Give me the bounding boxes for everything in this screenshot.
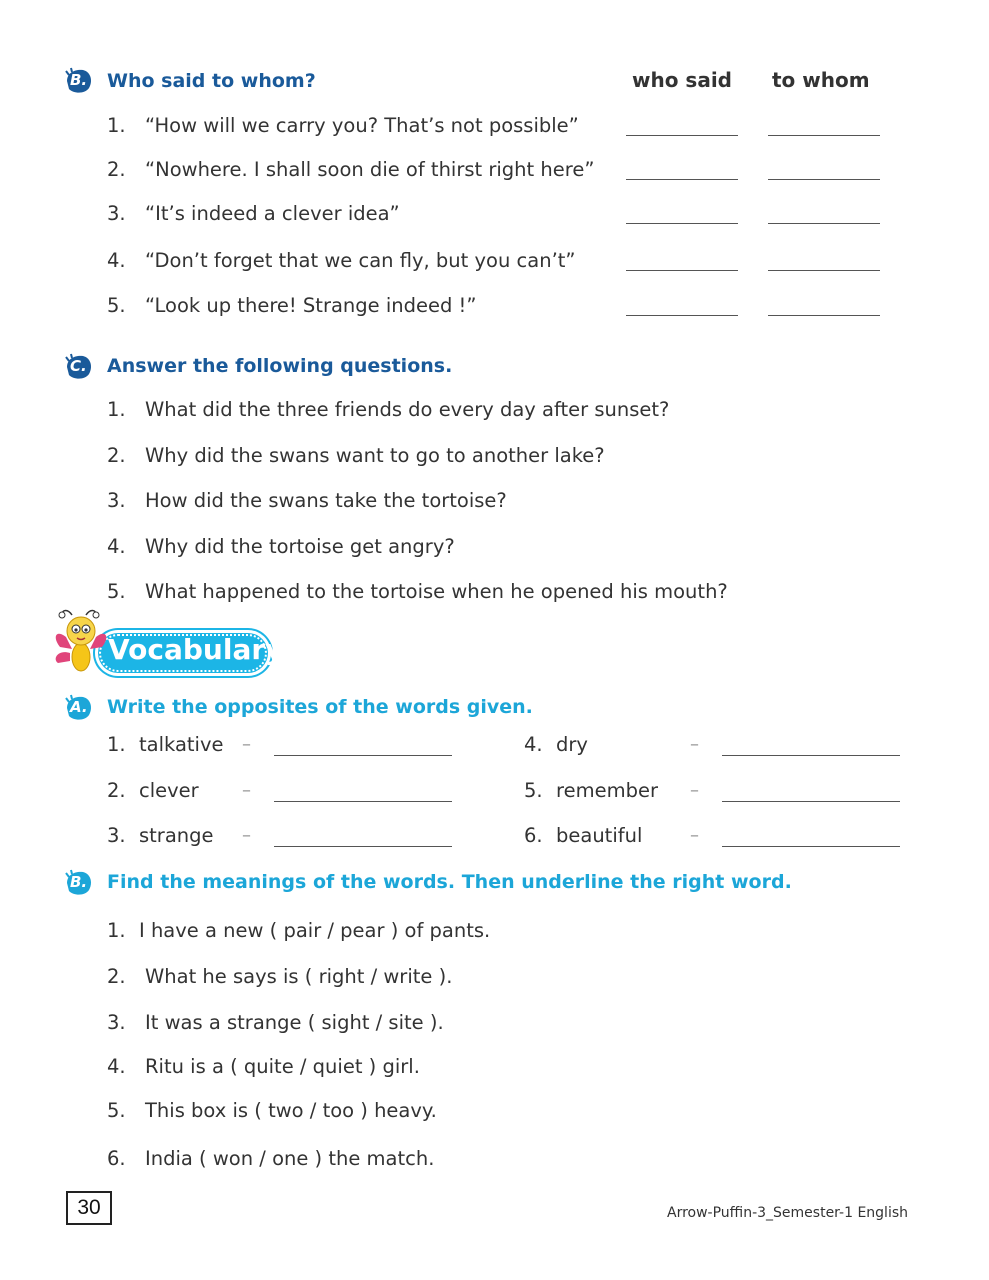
opposite-word: remember: [556, 779, 658, 802]
item-number: 6.: [107, 1147, 126, 1170]
quote-row: [107, 158, 594, 181]
who-said-blank[interactable]: [626, 315, 738, 316]
sentence-row: [107, 1147, 434, 1170]
sentence-text: Ritu is a ( quite / quiet ) girl.: [145, 1055, 420, 1078]
question-text: Why did the swans want to go to another lake?: [145, 444, 605, 467]
item-number: 2.: [107, 444, 126, 467]
item-number: 1.: [107, 114, 126, 137]
question-text: How did the swans take the tortoise?: [145, 489, 507, 512]
column-who-said: who said: [632, 68, 732, 92]
dash: –: [242, 734, 251, 755]
question-text: Why did the tortoise get angry?: [145, 535, 455, 558]
item-number: 3.: [107, 202, 126, 225]
sentence-row: [107, 965, 452, 988]
quote-text: “It’s indeed a clever idea”: [145, 202, 400, 225]
vocab-a-badge-letter: A.: [70, 698, 88, 716]
item-number: 2.: [107, 779, 126, 802]
vocab-b-title: Find the meanings of the words. Then underline the right word.: [107, 871, 792, 893]
vocab-a-title: Write the opposites of the words given.: [107, 696, 533, 718]
quote-row: [107, 114, 579, 137]
opposite-row: [107, 779, 199, 802]
opposite-row: [524, 824, 642, 847]
sentence-text: It was a strange ( sight / site ).: [145, 1011, 444, 1034]
to-whom-blank[interactable]: [768, 315, 880, 316]
item-number: 4.: [107, 1055, 126, 1078]
item-number: 4.: [107, 535, 126, 558]
opposite-row: [107, 733, 224, 756]
opposite-blank[interactable]: [274, 846, 452, 847]
who-said-blank[interactable]: [626, 135, 738, 136]
opposite-blank[interactable]: [274, 755, 452, 756]
sentence-text: I have a new ( pair / pear ) of pants.: [139, 919, 491, 942]
opposite-word: clever: [139, 779, 199, 802]
question-row: [107, 580, 728, 603]
item-number: 2.: [107, 965, 126, 988]
opposite-blank[interactable]: [722, 801, 900, 802]
question-text: What happened to the tortoise when he opened his mouth?: [145, 580, 728, 603]
quote-text: “Don’t forget that we can fly, but you can’t”: [145, 249, 576, 272]
to-whom-blank[interactable]: [768, 223, 880, 224]
opposite-row: [524, 779, 658, 802]
to-whom-blank[interactable]: [768, 179, 880, 180]
dash: –: [690, 780, 699, 801]
question-text: What did the three friends do every day after sunset?: [145, 398, 670, 421]
quote-row: [107, 294, 476, 317]
sentence-text: This box is ( two / too ) heavy.: [145, 1099, 437, 1122]
to-whom-blank[interactable]: [768, 270, 880, 271]
book-footer: Arrow-Puffin-3_Semester-1 English: [667, 1205, 909, 1221]
opposite-word: beautiful: [556, 824, 643, 847]
sentence-row: [107, 1099, 437, 1122]
who-said-blank[interactable]: [626, 270, 738, 271]
section-c-badge-letter: C.: [70, 357, 87, 375]
vocabulary-title: Vocabulary: [108, 633, 284, 666]
item-number: 5.: [524, 779, 543, 802]
item-number: 3.: [107, 1011, 126, 1034]
page-number: 30: [66, 1191, 112, 1225]
item-number: 3.: [107, 489, 126, 512]
question-row: [107, 489, 507, 512]
section-b-badge-letter: B.: [70, 71, 88, 89]
dash: –: [690, 734, 699, 755]
dash: –: [690, 825, 699, 846]
sentence-row: [107, 1011, 444, 1034]
item-number: 6.: [524, 824, 543, 847]
question-row: [107, 444, 605, 467]
opposite-blank[interactable]: [722, 755, 900, 756]
item-number: 1.: [107, 919, 126, 942]
dash: –: [242, 825, 251, 846]
who-said-blank[interactable]: [626, 223, 738, 224]
question-row: [107, 535, 455, 558]
question-row: [107, 398, 669, 421]
butterfly-mascot-icon: [52, 607, 110, 679]
quote-text: “Look up there! Strange indeed !”: [145, 294, 477, 317]
opposite-row: [107, 824, 214, 847]
opposite-word: strange: [139, 824, 214, 847]
section-b-title: Who said to whom?: [107, 70, 316, 92]
quote-text: “How will we carry you? That’s not possible”: [145, 114, 579, 137]
opposite-blank[interactable]: [722, 846, 900, 847]
item-number: 1.: [107, 733, 126, 756]
item-number: 5.: [107, 294, 126, 317]
sentence-row: [107, 919, 490, 942]
opposite-word: dry: [556, 733, 588, 756]
item-number: 1.: [107, 398, 126, 421]
column-to-whom: to whom: [772, 68, 870, 92]
to-whom-blank[interactable]: [768, 135, 880, 136]
item-number: 4.: [524, 733, 543, 756]
opposite-word: talkative: [139, 733, 224, 756]
sentence-text: What he says is ( right / write ).: [145, 965, 453, 988]
sentence-text: India ( won / one ) the match.: [145, 1147, 435, 1170]
opposite-blank[interactable]: [274, 801, 452, 802]
quote-row: [107, 249, 576, 272]
dash: –: [242, 780, 251, 801]
sentence-row: [107, 1055, 420, 1078]
who-said-blank[interactable]: [626, 179, 738, 180]
item-number: 5.: [107, 580, 126, 603]
section-c-title: Answer the following questions.: [107, 355, 453, 377]
item-number: 4.: [107, 249, 126, 272]
item-number: 5.: [107, 1099, 126, 1122]
vocab-b-badge-letter: B.: [70, 873, 88, 891]
opposite-row: [524, 733, 588, 756]
item-number: 3.: [107, 824, 126, 847]
quote-row: [107, 202, 400, 225]
quote-text: “Nowhere. I shall soon die of thirst right here”: [145, 158, 595, 181]
item-number: 2.: [107, 158, 126, 181]
